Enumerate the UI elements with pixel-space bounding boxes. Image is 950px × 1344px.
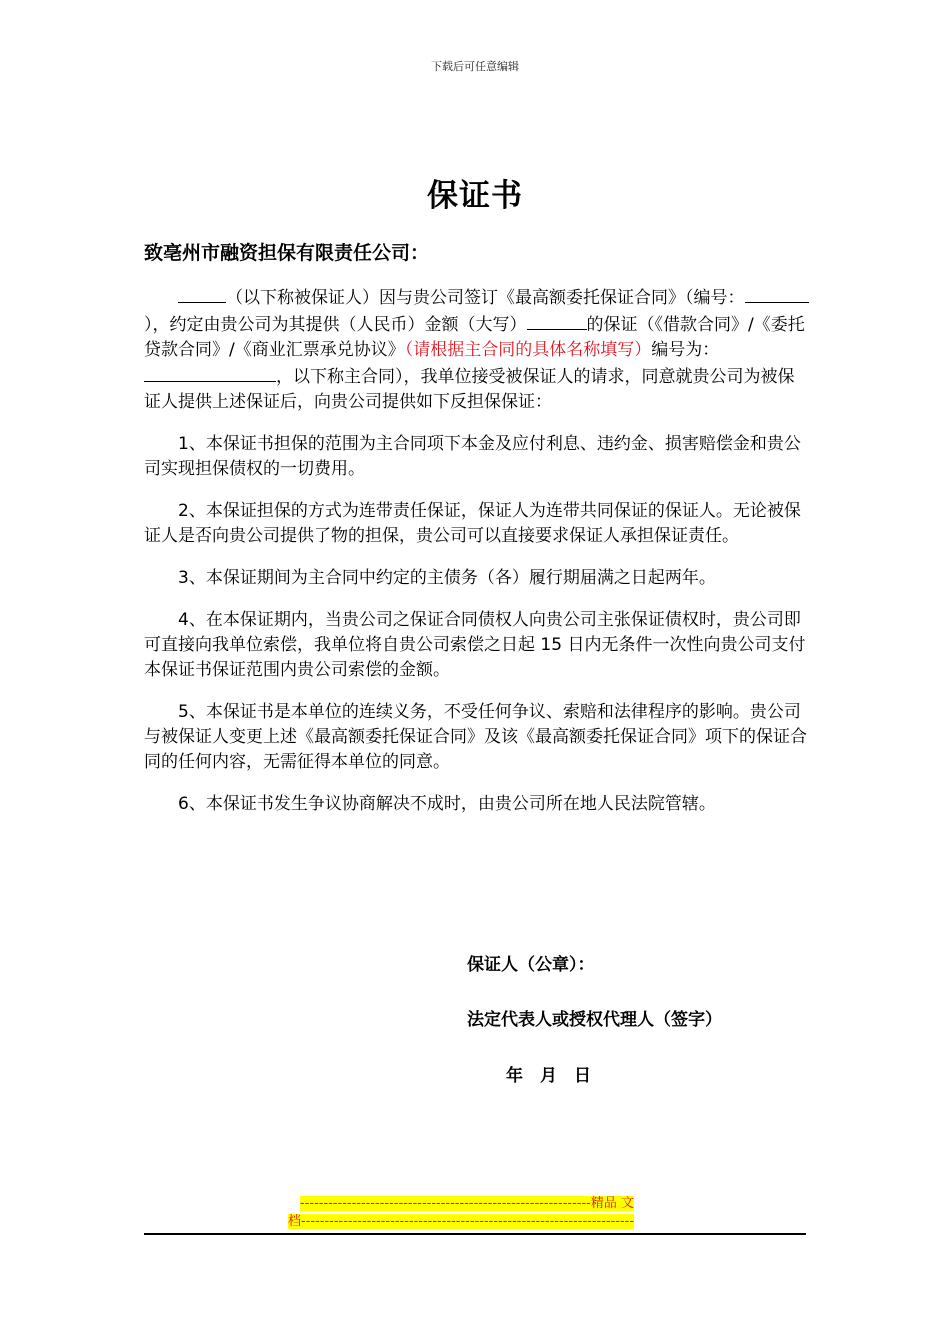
addressee: 致亳州市融资担保有限责任公司：	[144, 242, 430, 264]
footer-banner	[288, 1195, 660, 1231]
blank-main-contract-number[interactable]	[144, 363, 276, 382]
representative-signature-label: 法定代表人或授权代理人（签字）	[467, 1010, 722, 1030]
clause-3: 3、本保证期间为主合同中约定的主债务（各）履行期届满之日起两年。	[178, 568, 716, 588]
blank-guaranteed-party[interactable]	[178, 284, 226, 303]
blank-contract-number[interactable]	[745, 284, 809, 303]
clause-2: 2、本保证担保的方式为连带责任保证，保证人为连带共同保证的保证人。无论被保证人是否向贵公司提供了物的担保，贵公司可以直接要求保证人承担保证责任。	[144, 501, 801, 546]
date-label: 年 月 日	[506, 1066, 591, 1086]
intro-paragraph: （以下称被保证人）因与贵公司签订《最高额委托保证合同》（编号：），约定由贵公司为其提供（人民币）金额（大写） 的保证（《借款合同》/《委托贷款合同》/《商业汇票承兑协议》（请根据主合同的具体名称填写）编号为：，以下称主合同），我单位接受被保证人的请求，同意就贵公司为被保证人提供上述保证后，向贵公司提供如下反担保保证：	[144, 284, 810, 415]
footer-banner-line-2: 档-----------------------------------------------------------------------	[288, 1214, 635, 1229]
clause-4: 4、在本保证期内，当贵公司之保证合同债权人向贵公司主张保证债权时，贵公司即可直接向我单位索偿，我单位将自贵公司索偿之日起 15 日内无条件一次性向贵公司支付本保证书保证范围内贵公司索偿的金额。	[144, 610, 806, 680]
clause-6: 6、本保证书发生争议协商解决不成时，由贵公司所在地人民法院管辖。	[178, 794, 716, 814]
document-body	[144, 284, 810, 834]
footer-divider	[144, 1233, 806, 1235]
header-note: 下载后可任意编辑	[431, 60, 519, 73]
guarantor-seal-label: 保证人（公章）：	[467, 955, 595, 975]
footer-banner-line-1: --------------------------------------------------------------精品 文	[300, 1196, 634, 1211]
document-title: 保证书	[427, 178, 523, 214]
clause-1: 1、本保证书担保的范围为主合同项下本金及应付利息、违约金、损害赔偿金和贵公司实现担保债权的一切费用。	[144, 434, 801, 479]
clause-5: 5、本保证书是本单位的连续义务，不受任何争议、索赔和法律程序的影响。贵公司与被保证人变更上述《最高额委托保证合同》及该《最高额委托保证合同》项下的保证合同的任何内容，无需征得本单位的同意。	[144, 702, 807, 772]
blank-amount[interactable]	[527, 311, 587, 330]
fill-instruction-note: （请根据主合同的具体名称填写）	[404, 340, 652, 360]
